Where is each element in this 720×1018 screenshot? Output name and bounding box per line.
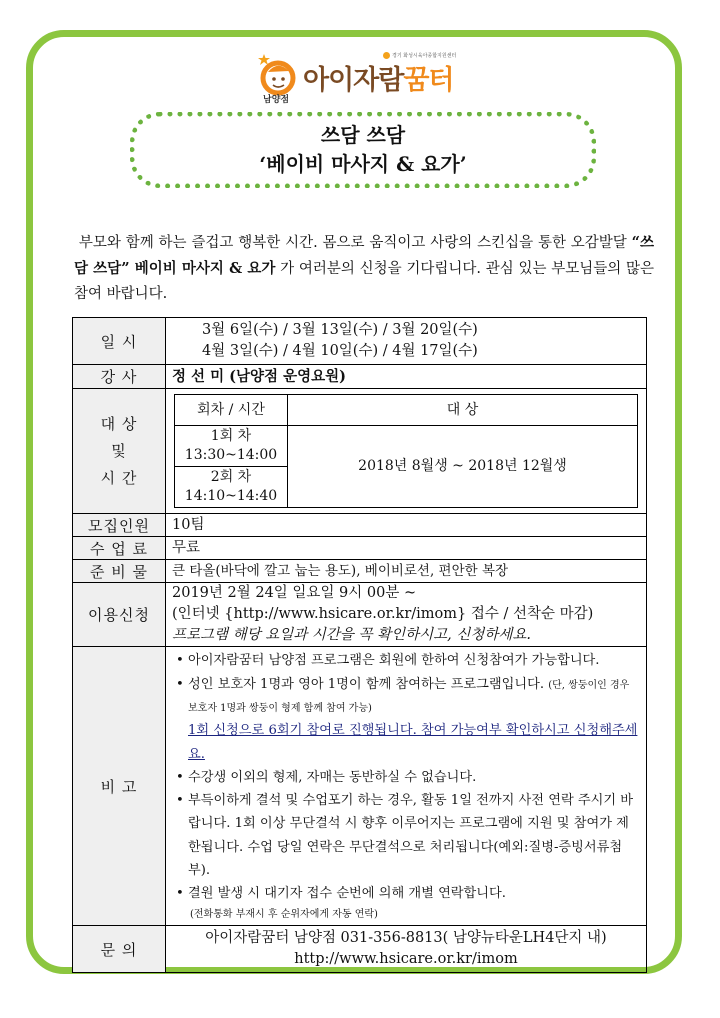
logo-org-name: 경기 화성시육아종합지원센터 <box>383 52 456 59</box>
note-2: • 성인 보호자 1명과 영아 1명이 함께 참여하는 프로그램입니다. (단, 쌍둥이인 경우 보호자 1명과 쌍둥이 형제 함께 참여 가능) <box>176 676 630 714</box>
note-2-link[interactable]: 1회 신청으로 6회기 참여로 진행됩니다. 참여 가능여부 확인하시고 신청해주세요. <box>188 723 638 762</box>
note-1: • 아이자람꿈터 남양점 프로그램은 회원에 한하여 신청참여가 가능합니다. <box>176 653 600 669</box>
session-2: 2회 차 14:10~14:40 <box>175 467 288 508</box>
fee-value: 무료 <box>166 537 647 560</box>
logo <box>255 46 485 106</box>
notes-list <box>166 647 646 924</box>
label-capacity: 모집인원 <box>73 514 166 537</box>
note-5: • 결원 발생 시 대기자 접수 순번에 의해 개별 연락합니다. <box>176 886 506 902</box>
schedule-line-2: 4월 3일(수) / 4월 10일(수) / 4월 17일(수) <box>202 343 478 359</box>
label-target: 대 상 및 시 간 <box>73 389 166 514</box>
capacity-value: 10팀 <box>166 514 647 537</box>
note-3: • 수강생 이외의 형제, 자매는 동반하실 수 없습니다. <box>176 769 477 785</box>
row-supplies <box>73 560 647 583</box>
apply-line-3: 프로그램 해당 요일과 시간을 꼭 확인하시고, 신청하세요. <box>172 627 532 643</box>
contact-url[interactable]: http://www.hsicare.or.kr/imom <box>294 951 518 967</box>
contact-line-1: 아이자람꿈터 남양점 031-356-8813( 남양뉴타운LH4단지 내) <box>205 930 607 946</box>
intro-paragraph: 부모와 함께 하는 즐겁고 행복한 시간. 몸으로 움직이고 사랑의 스킨십을 통한 오감발달 “쓰담 쓰담” 베이비 마사지 & 요가 가 여러분의 신청을 기다립니다. 관심 있는 부모님들의 많은 참여 바랍니다. <box>74 234 655 302</box>
child-face-icon <box>255 52 299 96</box>
label-supplies: 준 비 물 <box>73 560 166 583</box>
info-table <box>72 317 647 973</box>
session-1: 1회 차 13:30~14:00 <box>175 426 288 467</box>
eligibility-value: 2018년 8월생 ~ 2018년 12월생 <box>288 426 638 508</box>
title-line-2: ‘베이비 마사지 & 요가’ <box>259 152 467 176</box>
schedule-line-1: 3월 6일(수) / 3월 13일(수) / 3월 20일(수) <box>202 322 478 338</box>
label-instructor: 강 사 <box>73 365 166 389</box>
supplies-value: 큰 타올(바닥에 깔고 눕는 용도), 베이비로션, 편안한 복장 <box>166 560 647 583</box>
label-fee: 수 업 료 <box>73 537 166 560</box>
logo-branch: 남양점 <box>263 95 290 105</box>
row-contact <box>73 926 647 973</box>
label-schedule: 일 시 <box>73 318 166 365</box>
apply-line-2: (인터넷 {http://www.hsicare.or.kr/imom} 접수 / 선착순 마감) <box>172 606 594 622</box>
eligibility-header: 대 상 <box>288 395 638 426</box>
note-4: • 부득이하게 결석 및 수업포기 하는 경우, 활동 1일 전까지 사전 연락 주시기 바랍니다. 1회 이상 무단결석 시 향후 이루어지는 프로그램에 지원 및 참여가 제한됩니다. 수업 당일 연락은 무단결석으로 처리됩니다(예외:질병-증빙서류첨부). <box>176 793 634 879</box>
session-header: 회차 / 시간 <box>175 395 288 426</box>
title-line-1: 쓰담 쓰담 <box>320 123 406 147</box>
row-instructor <box>73 365 647 389</box>
row-schedule <box>73 318 647 365</box>
row-notes <box>73 647 647 926</box>
row-capacity <box>73 514 647 537</box>
instructor-value: 정 선 미 (남양점 운영요원) <box>166 365 647 389</box>
row-target <box>73 389 647 514</box>
row-apply <box>73 583 647 647</box>
note-5-small: (전화통화 부재시 후 순위자에게 자동 연락) <box>190 908 378 920</box>
row-fee <box>73 537 647 560</box>
session-table <box>174 394 638 508</box>
label-contact: 문 의 <box>73 926 166 973</box>
label-notes: 비 고 <box>73 647 166 926</box>
logo-title: 아이자람꿈터 <box>303 65 454 96</box>
label-apply: 이용신청 <box>73 583 166 647</box>
apply-line-1: 2019년 2월 24일 일요일 9시 00분 ~ <box>172 585 417 601</box>
title-box <box>130 112 596 188</box>
